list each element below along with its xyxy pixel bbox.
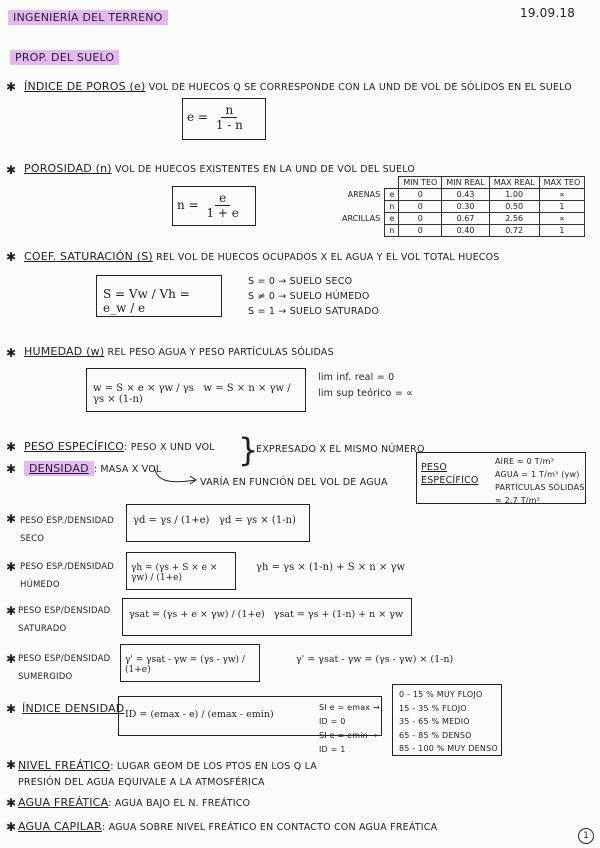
density-ranges-box: 0 - 15 % MUY FLOJO 15 - 35 % FLOJO 35 - 65 % MEDIO 65 - 85 % DENSO 85 - 100 % MUY DENSO <box>392 684 502 756</box>
section-title: PROP. DEL SUELO <box>10 50 119 65</box>
table-row: ARENAS e 0 0.43 1.00 ∝ <box>338 189 585 201</box>
table-header: MIN REAL <box>442 177 489 189</box>
water-table-text: NIVEL FREÁTICO: LUGAR GEOM DE LOS PTOS EN LOS Q LA PRESIÓN DEL AGUA EQUIVALE A LA ATMOSFÉRICA <box>18 759 318 788</box>
table-header: MAX TEO <box>539 177 585 189</box>
wet-formula-alt: γh = γs × (1-n) + S × n × γw <box>256 562 406 573</box>
bullet-star: ✱ <box>6 462 17 476</box>
specific-weight-text: PESO ESPECÍFICO: PESO X UND VOL <box>24 440 215 453</box>
porosity-formula: n = $\frac{e}{1 + e}$ <box>172 186 256 226</box>
groundwater-text: AGUA FREÁTICA: AGUA BAJO EL N. FREÁTICO <box>18 796 251 809</box>
page-title: INGENIERÍA DEL TERRENO <box>8 10 168 25</box>
table-row: ARCILLAS e 0 0.67 2.56 ∝ <box>338 213 585 225</box>
brace-note: EXPRESADO X EL MISMO NÚMERO <box>256 444 425 455</box>
wet-label: PESO ESP./DENSIDAD HÚMEDO <box>20 562 114 590</box>
bullet-star: ✱ <box>6 560 17 574</box>
bullet-star: ✱ <box>6 652 17 666</box>
saturated-label: PESO ESP/DENSIDAD SATURADO <box>18 606 111 634</box>
table-header: MAX REAL <box>489 177 539 189</box>
submerged-formula: γ' = γsat - γw = (γs - γw) / (1+e) <box>120 644 260 682</box>
bullet-star: ✱ <box>6 758 17 772</box>
submerged-formula-alt: γ' = γsat - γw = (γs - γw) × (1-n) <box>296 654 454 665</box>
porosity-text: POROSIDAD (n) VOL DE HUECOS EXISTENTES EN LA UND DE VOL DEL SUELO <box>24 162 416 175</box>
density-text: DENSIDAD : MASA X VOL <box>24 462 161 475</box>
saturation-text: COEF. SATURACIÓN (S) REL VOL DE HUECOS OCUPADOS X EL AGUA Y EL VOL TOTAL HUECOS <box>24 250 500 263</box>
table-header: MIN TEO <box>399 177 442 189</box>
void-ratio-text: ÍNDICE DE POROS (e) VOL DE HUECOS Q SE CORRESPONDE CON LA UND DE VOL DE SÓLIDOS EN EL SUELO <box>24 80 572 93</box>
moisture-formula: w = S × e × γw / γs w = S × n × γw / γs × (1-n) <box>86 368 306 412</box>
bullet-star: ✱ <box>6 796 17 810</box>
brace: } <box>238 431 259 469</box>
submerged-label: PESO ESP/DENSIDAD SUMERGIDO <box>18 654 111 682</box>
porosity-table <box>338 176 585 237</box>
arrow-curve <box>150 464 200 488</box>
weight-values-box: PESO ESPECÍFICO AIRE ≈ 0 T/m³ AGUA = 1 T/m³ (γw) PARTÍCULAS SÓLIDAS ≈ 2.7 T/m³ <box>416 452 586 504</box>
dry-formula: γd = γs / (1+e) γd = γs × (1-n) <box>126 504 310 542</box>
bullet-star: ✱ <box>6 512 17 526</box>
bullet-star: ✱ <box>6 346 17 360</box>
bullet-star: ✱ <box>6 80 17 94</box>
table-row: n 0 0.30 0.50 1 <box>338 201 585 213</box>
bullet-star: ✱ <box>6 702 17 716</box>
page-number: 1 <box>578 828 594 844</box>
weight-note: VARÍA EN FUNCIÓN DEL VOL DE AGUA <box>200 477 388 488</box>
density-index-formula: ID = (emax - e) / (emax - emin) SI e = emax → ID = 0 SI e = emin → ID = 1 <box>118 696 382 736</box>
bullet-star: ✱ <box>6 440 17 454</box>
wet-formula: γh = (γs + S × e × γw) / (1+e) <box>126 552 236 590</box>
void-ratio-formula: e = $\frac{n}{1 - n}$ <box>182 98 266 140</box>
bullet-star: ✱ <box>6 820 17 834</box>
moisture-text: HUMEDAD (w) REL PESO AGUA Y PESO PARTÍCULAS SÓLIDAS <box>24 345 334 358</box>
bullet-star: ✱ <box>6 604 17 618</box>
saturation-formula: S = Vw / Vh = e_w / e <box>96 275 222 317</box>
dry-label: PESO ESP./DENSIDAD SECO <box>20 516 114 544</box>
date: 19.09.18 <box>520 6 576 20</box>
bullet-star: ✱ <box>6 250 17 264</box>
density-index-heading: ÍNDICE DENSIDAD <box>22 702 125 715</box>
saturated-formula: γsat = (γs + e × γw) / (1+e) γsat = γs + (1-n) + n × γw <box>122 598 412 636</box>
table-row: n 0 0.40 0.72 1 <box>338 225 585 237</box>
capillary-water-text: AGUA CAPILAR: AGUA SOBRE NIVEL FREÁTICO EN CONTACTO CON AGUA FREÁTICA <box>18 820 438 833</box>
bullet-star: ✱ <box>6 163 17 177</box>
moisture-limits: lim inf. real = 0 lim sup teórico = ∝ <box>318 372 414 399</box>
saturation-cases: S = 0 → SUELO SECO S ≠ 0 → SUELO HÚMEDO S = 1 → SUELO SATURADO <box>248 276 380 317</box>
